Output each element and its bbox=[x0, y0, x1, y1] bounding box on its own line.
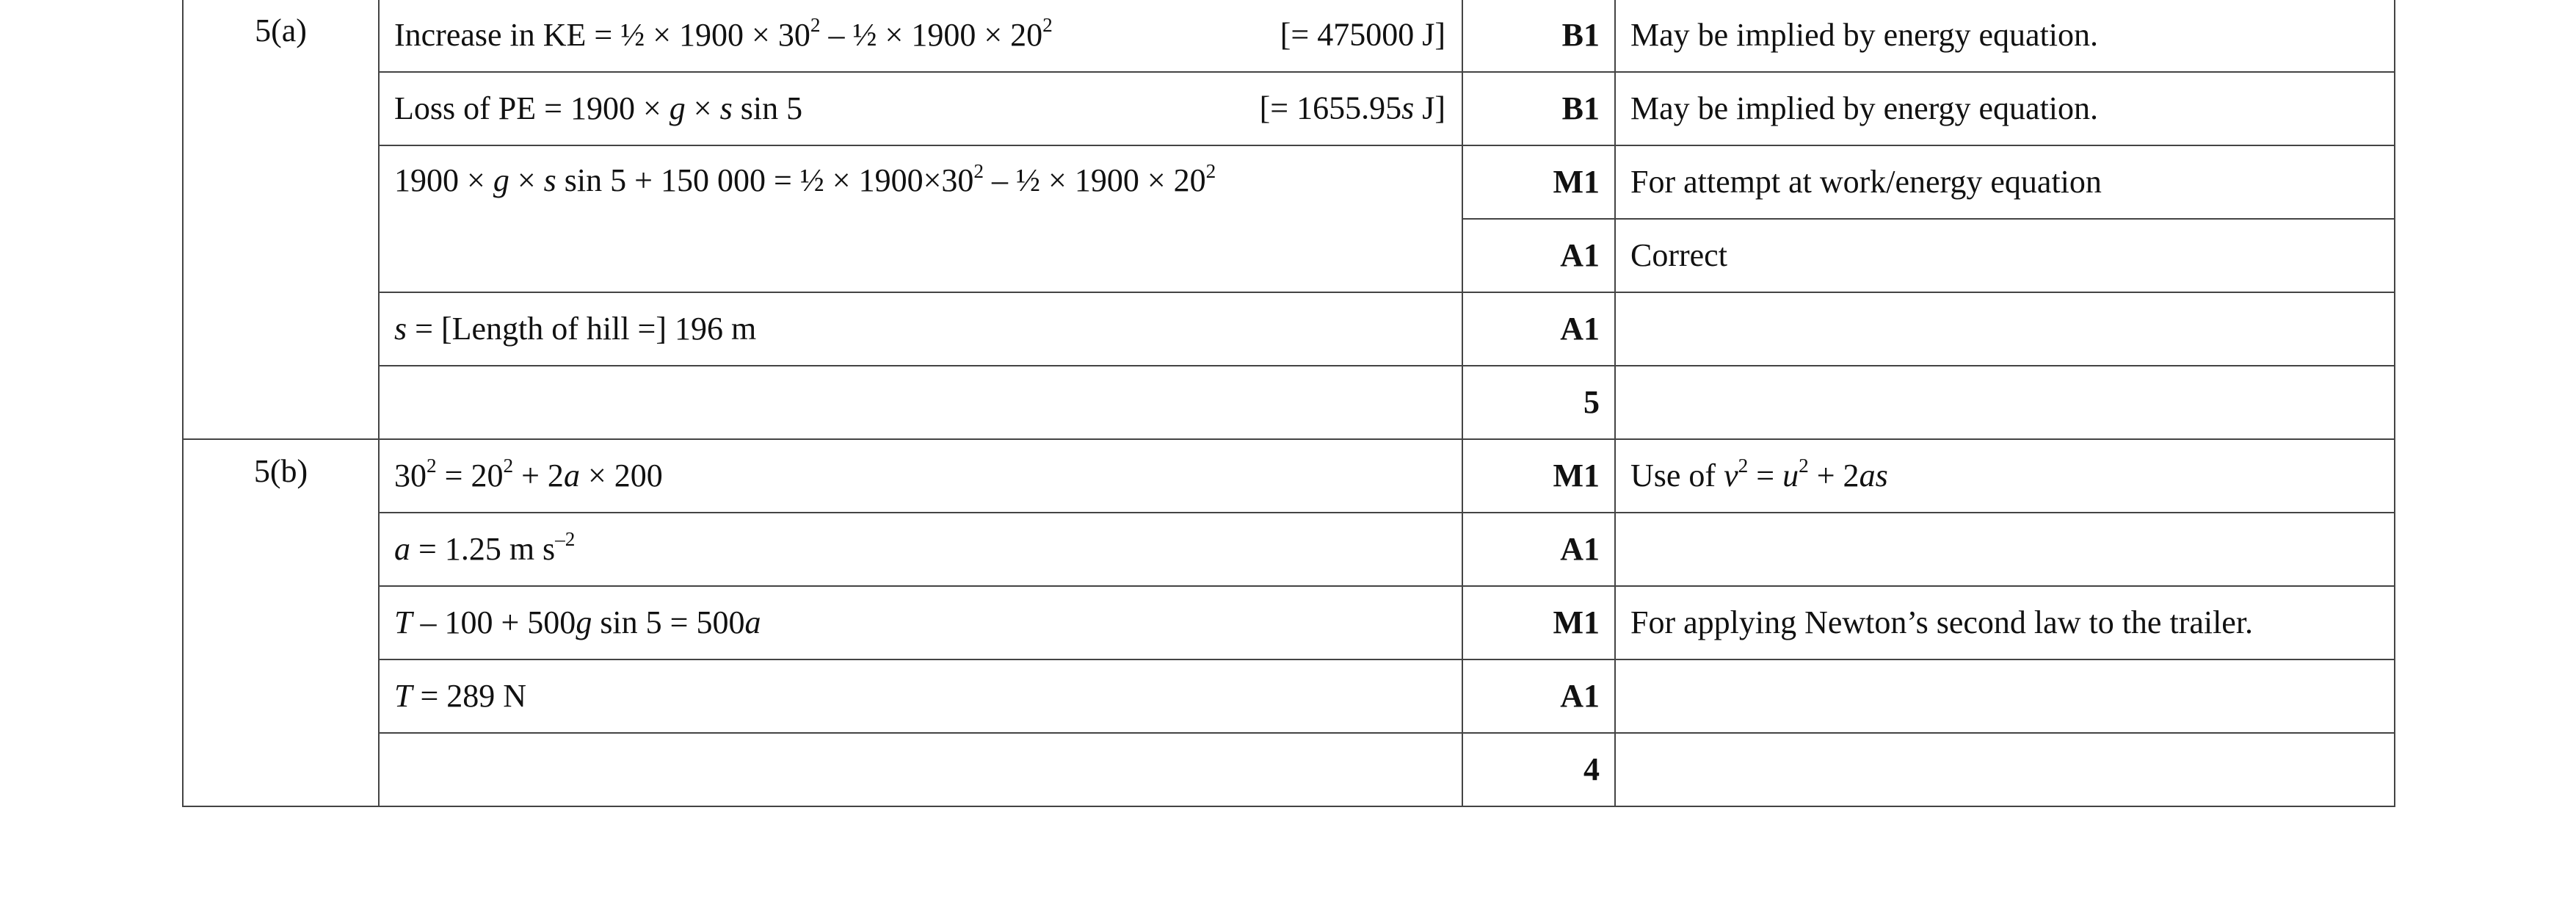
mark-cell: B1 bbox=[1462, 72, 1615, 145]
question-number-cell bbox=[183, 0, 379, 439]
mark-cell: M1 bbox=[1462, 586, 1615, 659]
answer-cell bbox=[379, 586, 1462, 659]
question-number-cell bbox=[183, 439, 379, 806]
guidance-cell bbox=[1615, 659, 2395, 733]
table-row bbox=[183, 439, 2395, 513]
answer-text: $30^2 = 20^2 + 2a \times 200$ bbox=[394, 455, 663, 494]
mark-cell: A1 bbox=[1462, 659, 1615, 733]
answer-text: s = [Length of hill =] 196 m bbox=[394, 310, 757, 347]
table-row bbox=[183, 659, 2395, 733]
answer-note: [= 475000 J] bbox=[1280, 16, 1445, 53]
guidance-cell: May be implied by energy equation. bbox=[1615, 0, 2395, 72]
mark-cell: A1 bbox=[1462, 292, 1615, 366]
table-row bbox=[183, 0, 2395, 72]
total-mark-cell: 5 bbox=[1462, 366, 1615, 439]
guidance-cell: Correct bbox=[1615, 219, 2395, 292]
guidance-cell bbox=[1615, 292, 2395, 366]
table-row bbox=[183, 366, 2395, 439]
table-row bbox=[183, 586, 2395, 659]
answer-note: [= 1655.95s J] bbox=[1259, 90, 1445, 126]
answer-cell bbox=[379, 733, 1462, 806]
answer-text: a = 1.25 m $s^{-2}$ bbox=[394, 528, 576, 567]
table-row bbox=[183, 145, 2395, 219]
total-mark-cell: 4 bbox=[1462, 733, 1615, 806]
answer-cell bbox=[379, 292, 1462, 366]
mark-cell: M1 bbox=[1462, 439, 1615, 513]
answer-cell bbox=[379, 145, 1462, 292]
answer-cell bbox=[379, 513, 1462, 586]
guidance-cell bbox=[1615, 513, 2395, 586]
guidance-cell: May be implied by energy equation. bbox=[1615, 72, 2395, 145]
answer-cell bbox=[379, 439, 1462, 513]
table-row bbox=[183, 292, 2395, 366]
answer-text: T = 289 N bbox=[394, 677, 527, 714]
table-row bbox=[183, 733, 2395, 806]
answer-text: 1900 × g × s sin 5 + 150 000 = ½ × $1900\times 30^2$ – ½ × $1900 \times 20^2$ bbox=[394, 159, 1216, 198]
mark-cell: A1 bbox=[1462, 513, 1615, 586]
mark-cell: A1 bbox=[1462, 219, 1615, 292]
mark-scheme-table bbox=[182, 0, 2395, 807]
guidance-cell bbox=[1615, 733, 2395, 806]
question-number: 5(b) bbox=[253, 453, 308, 489]
guidance-cell: For attempt at work/energy equation bbox=[1615, 145, 2395, 219]
answer-cell bbox=[379, 659, 1462, 733]
guidance-cell: For applying Newton’s second law to the trailer. bbox=[1615, 586, 2395, 659]
answer-cell bbox=[379, 0, 1462, 72]
table-row bbox=[183, 513, 2395, 586]
question-number: 5(a) bbox=[255, 12, 307, 48]
answer-cell bbox=[379, 366, 1462, 439]
answer-text: Increase in KE = ½ × $1900 \times 30^2$ – ½ × $1900 \times 20^2$ bbox=[394, 14, 1053, 53]
guidance-cell bbox=[1615, 366, 2395, 439]
answer-text: T – 100 + 500g sin 5 = 500a bbox=[394, 604, 761, 640]
mark-cell: B1 bbox=[1462, 0, 1615, 72]
table-row bbox=[183, 72, 2395, 145]
answer-cell bbox=[379, 72, 1462, 145]
guidance-cell: Use of $v^2 = u^2 + 2as$ bbox=[1615, 439, 2395, 513]
answer-text: Loss of PE = 1900 × g × s sin 5 bbox=[394, 90, 803, 126]
mark-cell: M1 bbox=[1462, 145, 1615, 219]
